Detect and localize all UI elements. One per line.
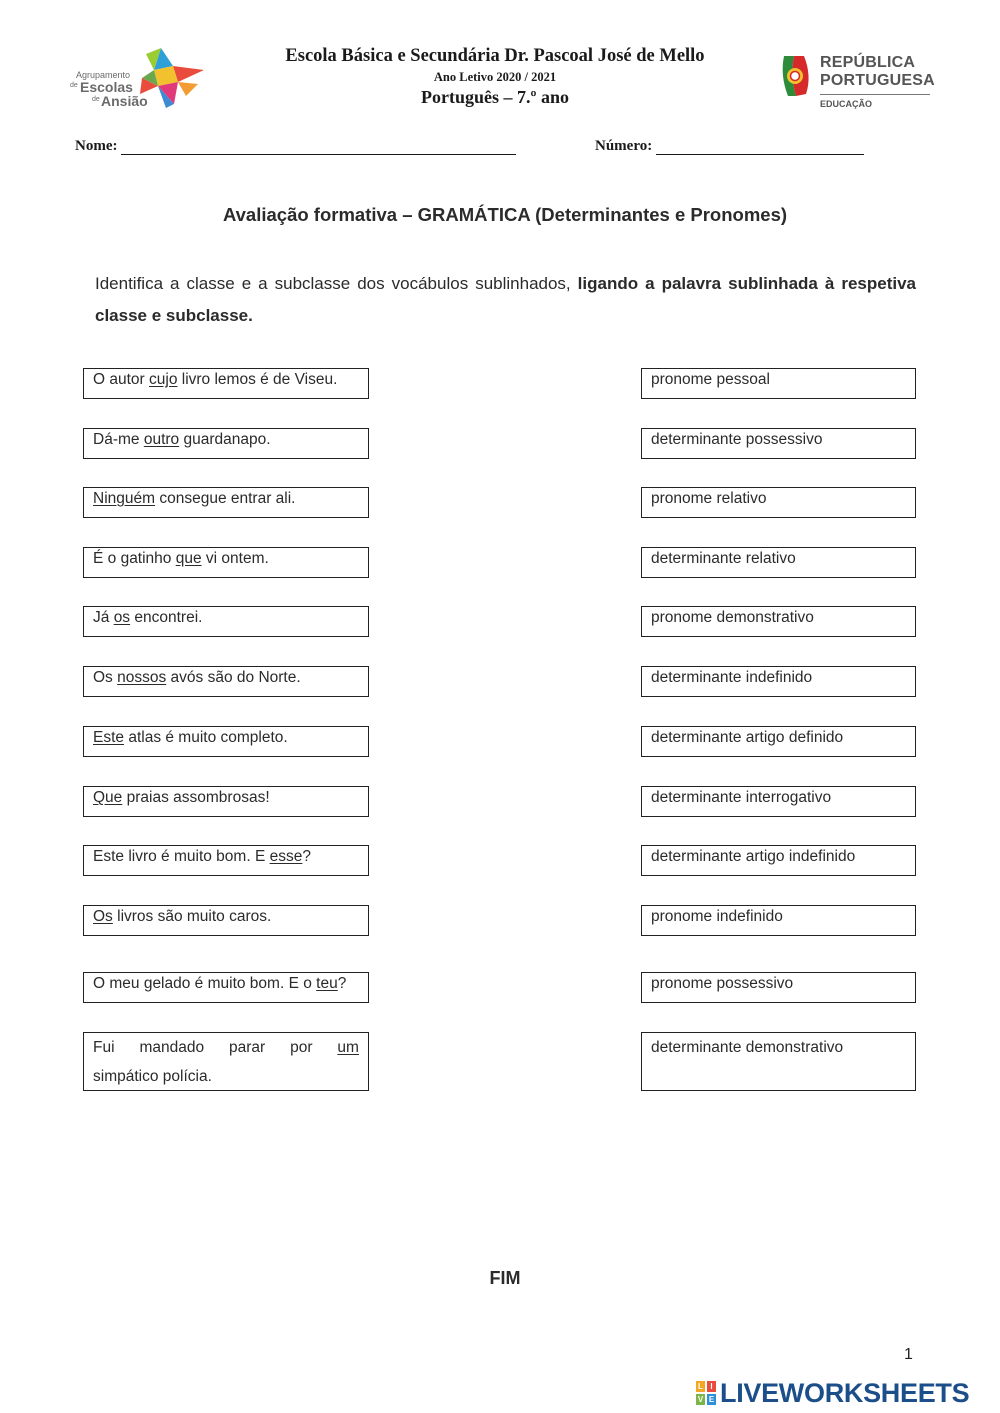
number-blank[interactable] [656,139,864,155]
class-box-10[interactable]: pronome indefinido [641,905,916,936]
school-group-logo [66,44,216,114]
logo-text-escolas: Escolas [80,79,133,95]
class-box-12[interactable]: determinante demonstrativo [641,1032,916,1091]
underlined-word: os [113,609,131,626]
worksheet-title: Avaliação formativa – GRAMÁTICA (Determinantes e Pronomes) [222,204,788,225]
sentence-box-11[interactable]: O meu gelado é muito bom. E o teu? [83,972,369,1003]
sentence-box-3[interactable]: Ninguém consegue entrar ali. [83,487,369,518]
logo-portuguesa: PORTUGUESA [820,72,935,89]
underlined-word: Este [93,729,125,746]
sentence-box-10[interactable]: Os livros são muito caros. [83,905,369,936]
underlined-word: outro [143,431,180,448]
liveworksheets-text: LIVEWORKSHEETS [720,1378,970,1408]
name-blank[interactable] [121,139,516,155]
name-field [75,138,516,155]
logo-text-ansiao: Ansião [101,93,148,109]
sentence-box-4[interactable]: É o gatinho que vi ontem. [83,547,369,578]
instruction-bold: ligando a palavra sublinhada à respetiva classe e subclasse. [95,274,916,325]
sentence-box-5[interactable]: Já os encontrei. [83,606,369,637]
class-box-4[interactable]: determinante relativo [641,547,916,578]
class-box-11[interactable]: pronome possessivo [641,972,916,1003]
class-box-9[interactable]: determinante artigo indefinido [641,845,916,876]
logo-educacao: EDUCAÇÃO [820,99,873,109]
sentence-box-2[interactable]: Dá-me outro guardanapo. [83,428,369,459]
instructions [95,268,916,332]
sentence-box-12[interactable]: Fui mandado parar por um simpático polícia. [83,1032,369,1091]
school-name: Escola Básica e Secundária Dr. Pascoal José de Mello [285,46,705,66]
school-year: Ano Letivo 2020 / 2021 [433,70,557,84]
class-box-3[interactable]: pronome relativo [641,487,916,518]
instruction-text: Identifica a classe e a subclasse dos vocábulos sublinhados, [95,274,578,293]
page-number: 1 [904,1346,913,1363]
underlined-word: um [337,1039,359,1056]
sentence-box-9[interactable]: Este livro é muito bom. E esse? [83,845,369,876]
logo-text-de: de [70,82,78,89]
underlined-word: teu [316,975,338,992]
sentence-box-8[interactable]: Que praias assombrosas! [83,786,369,817]
subject-title: Português – 7.º ano [421,87,569,107]
class-box-8[interactable]: determinante interrogativo [641,786,916,817]
class-box-5[interactable]: pronome demonstrativo [641,606,916,637]
liveworksheets-watermark [696,1378,969,1408]
number-label: Número: [595,138,653,154]
logo-text-de2: de [92,96,100,103]
underlined-word: esse [269,848,303,865]
logo-text-line1: Agrupamento [76,70,131,80]
underlined-word: Que [93,789,123,806]
underlined-word: Os [93,908,113,925]
sentence-box-6[interactable]: Os nossos avós são do Norte. [83,666,369,697]
coat-of-arms-icon [778,54,814,98]
underlined-word: Ninguém [93,490,156,507]
underlined-word: que [175,550,202,567]
liveworksheets-tiles-icon: L I V E [697,1382,715,1404]
class-box-1[interactable]: pronome pessoal [641,368,916,399]
republica-portuguesa-logo [778,52,938,116]
underlined-word: nossos [117,669,167,686]
class-box-2[interactable]: determinante possessivo [641,428,916,459]
sentence-box-1[interactable]: O autor cujo livro lemos é de Viseu. [83,368,369,399]
logo-republica: REPÚBLICA [820,54,916,71]
logo-divider [820,94,930,95]
sentence-box-7[interactable]: Este atlas é muito completo. [83,726,369,757]
underlined-word: cujo [149,371,178,388]
name-label: Nome: [75,138,118,154]
end-label: FIM [489,1268,521,1288]
class-box-6[interactable]: determinante indefinido [641,666,916,697]
number-field [595,138,864,155]
class-box-7[interactable]: determinante artigo definido [641,726,916,757]
